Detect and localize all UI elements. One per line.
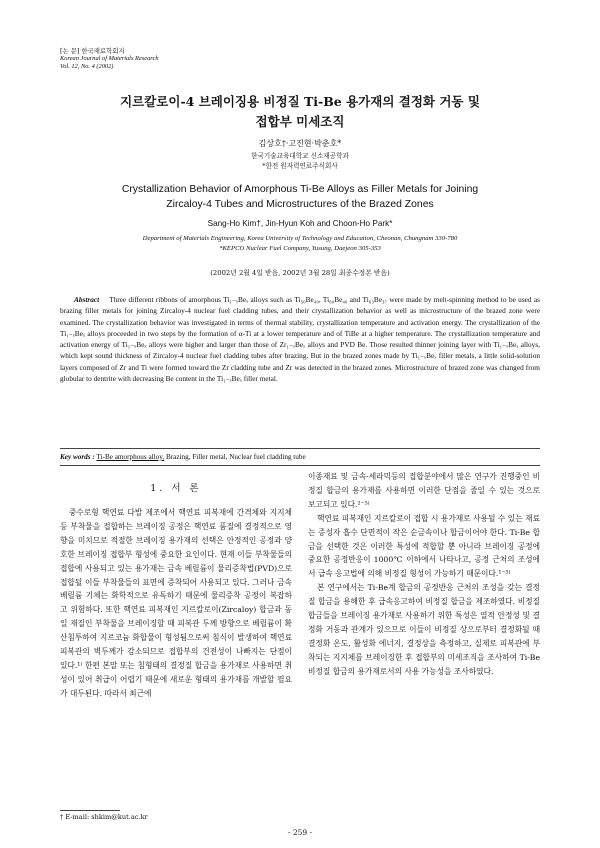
keywords-rest: Brazing, Filler metal, Nuclear fuel cladding tube — [164, 453, 306, 461]
title-korean-line2: 접합부 미세조직 — [255, 114, 345, 129]
intro-paragraph-3: 본 연구에서는 Ti-Be계 합금의 공정반응 근처의 조성을 갖는 결정질 합금을 용해한 후 급속응고하여 비정질 합금을 제조하였다. 비정질 합금들을 브레이징 용가재로 사용하기 위한 특성은 열적 안정성 및 결정화 거동과 관계가 있으므로 이들이 비정질 상으로부터 결정화될 때 결정화 온도, 활성화 에너지, 결정상을 측정하고, 실제로 피복관에 부착되는 지지체를 브레이징한 후 접합부의 미세조직을 조사하여 Ti-Be 비정질 합금의 용가재로서의 사용 가능성을 조사하였다. — [308, 583, 540, 676]
footnote-email: † E-mail: shkim@kut.ac.kr — [60, 813, 148, 821]
intro-paragraph-2: 핵연료 피복재인 지르칼로이 접합 시 용가재로 사용될 수 있는 재료는 증성자 흡수 단면적이 작은 순금속이나 합금이어야 한다. Ti-Be 합금을 선택한 것은 이러한 특성에 적합할 뿐 아니라 브레이징 공정에 중요한 공정반응이 1000℃ 이하에서 나타나고, 공정 근처의 조성에서 급속 응고법에 의해 비정질 형성이 가능하기 때문이다.¹⁻⁵⁾ — [308, 513, 540, 579]
title-korean-line1: 지르칼로이-4 브레이징용 비정질 Ti-Be 용가재의 결정화 거동 및 — [120, 94, 480, 109]
affiliations-korean — [100, 151, 500, 171]
abstract — [60, 294, 540, 384]
keywords-underlined: Ti-Be amorphous alloy, — [96, 453, 165, 461]
divider-top — [60, 448, 540, 449]
journal-name-en: Korean Journal of Materials Research — [60, 55, 159, 62]
intro-paragraph-1: 중수로형 핵연료 다발 제조에서 핵연료 피복재에 간격체와 지지체 등 부착물을 접합하는 브레이징 공정은 핵연료 품질에 결정적으로 영향을 미치므로 적절한 브레이징 용가재의 선택은 안정적인 공정과 양호한 브레이징 접합부 형성에 중요한 요인이다. 현재 이들 부착물들의 접합에 사용되고 있는 용가재는 금속 베릴륨이 물리증착법(PVD)으로 접합될 이들 부착물들의 표면에 증착되어 사용되고 있다. 그러나 금속 베릴륨 기체는 화학적으로 유독하기 때문에 물리증착 공정이 복잡하고 위험하다. 또한 핵연료 피복재인 지르칼로이(Zircaloy) 합금과 동일 재질인 부착물을 브레이징할 때 피복관 두께 방향으로 베릴륨이 확산침투하여 지르코늄 화합물이 형성됨으로써 침식이 발생하여 핵연료 피복관의 벽두께가 감소되므로 접합부의 건전성이 나빠지는 단점이 있다.¹⁾ 한편 본말 또는 침형태의 결정질 합금을 용가재로 사용하면 취성이 있어 취급이 어렵기 때문에 새로운 형태의 용가재를 개발할 필요가 대두된다. 따라서 최근에 — [60, 508, 292, 698]
footnote-rule — [60, 810, 120, 811]
affiliation-ko-2: *한전 원자력연료주식회사 — [262, 162, 338, 170]
right-column — [308, 470, 540, 679]
affiliation-ko-1: 한국기술교육대학교 신소재공학과 — [251, 152, 349, 160]
journal-volume: Vol. 12, No. 4 (2002) — [60, 63, 114, 70]
title-english-line2: Zircaloy-4 Tubes and Microstructures of the Brazed Zones — [166, 199, 434, 210]
authors-korean: 김상호†·고진현·박춘호* — [258, 139, 342, 148]
received-date: (2002년 2월 4일 받음, 2002년 3월 28일 최종수정본 받음) — [210, 269, 390, 277]
abstract-label: Abstract — [74, 295, 100, 304]
title-korean — [80, 92, 520, 132]
intro-paragraph-continued: 이종재료 및 금속-세라믹등의 접합분야에서 많은 연구가 진행중인 비정질 합금의 용가재를 사용하면 이러한 단점을 줄일 수 있는 것으로 보고되고 있다.²⁻⁵⁾ — [308, 472, 540, 509]
divider-bottom — [60, 465, 540, 466]
left-column — [60, 482, 292, 701]
keywords-label: Key words : — [60, 453, 95, 461]
keywords — [60, 452, 540, 462]
title-english — [60, 182, 540, 212]
title-english-line1: Crystallization Behavior of Amorphous Ti-Be Alloys as Filler Metals for Joining — [121, 184, 479, 195]
affiliations-english — [40, 234, 560, 253]
journal-header — [60, 47, 159, 71]
section-heading: 1. 서 론 — [150, 483, 202, 494]
affiliation-en-2: *KEPCO Nuclear Fuel Company, Yusung, Daejeon 305-353 — [219, 244, 381, 252]
abstract-text: Three different ribbons of amorphous Ti₁₋ₓBeₓ alloys such as Ti₅₀Be₄₀, Ti₆₀Be₄₀ and Ti₆₃Be₃₇ were made by melt-spinning method to be used as brazing filler metals for joining Zircaloy-4 nuclear fuel cladding tubes, and their crystallization behavior as well as microstructure of the brazed zone were examined. The crystallization behavior was investigated in terms of thermal stability, crystallization temperature and activation energy. The crystallization of the Ti₁₋ₓBeₓ alloys proceeded in two steps by the formation of α-Ti at a lower temperature and of TiBe at a higher temperature. The crystallization temperature and activation energy of Ti₁₋ₓBeₓ alloys were higher and larger than those of Zr₁₋ₓBeₓ alloys and PVD Be. Those resulted thinner joining layer with Ti₁₋ₓBeₓ alloys, which kept sound thickness of Zircaloy-4 nuclear fuel cladding tubes after brazing. But in the brazed zones made by Ti₁₋ₓBeₓ filler metals, a little solid-solution layers composed of Zr and Ti were formed toward the Zr cladding tube and Zr was detected in the brazed zones. Microstructure of brazed zone was changed from globular to dentrite with decreasing Be content in the Ti₁₋ₓBeₓ filler metal. — [60, 295, 540, 384]
authors-english: Sang-Ho Kim†, Jin-Hyun Koh and Choon-Ho Park* — [207, 219, 393, 228]
page-number: - 259 - — [287, 828, 313, 837]
journal-name-ko: [논 문] 한국재료학회지 — [60, 47, 125, 55]
affiliation-en-1: Department of Materials Engineering, Korea University of Technology and Education, Cheonan, Chungnam 330-780 — [142, 235, 458, 242]
